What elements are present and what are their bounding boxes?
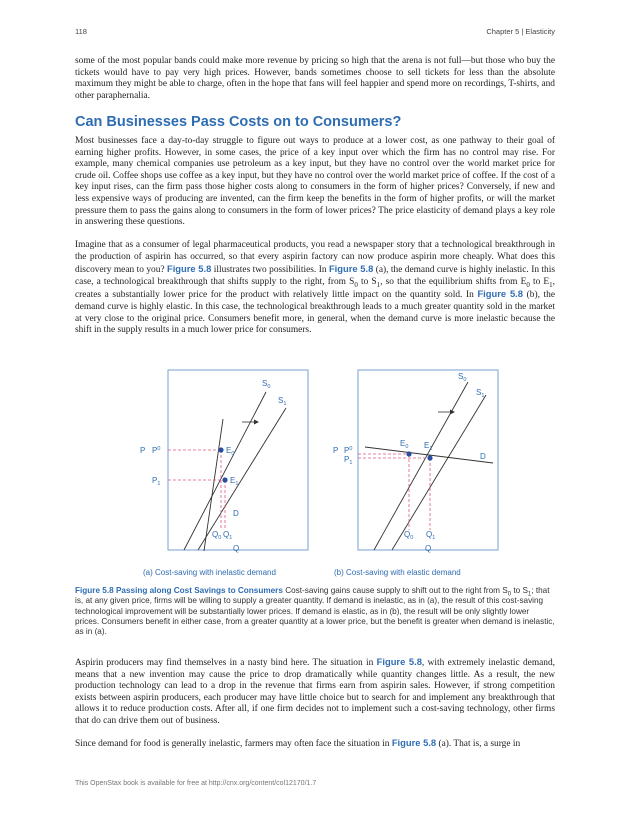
- figure-caption-label: Figure 5.8 Passing along Cost Savings to Consumers: [75, 586, 283, 595]
- supply-curve-s1: [198, 408, 286, 550]
- demand-label: D: [480, 452, 486, 461]
- paragraph-costs: Most businesses face a day-to-day struggle to figure out ways to produce at a lower cost, as one pathway to their goal of earning higher profits. However, in some cases, the price of a key input over which the firm has no control may rise. For example, many chemical companies use petroleum as a key input, but they have no control over the world market price for crude oil. Coffee shops use coffee as a key input, but they have no control over the world market price of coffee. If the cost of a key input rises, can the firm pass those higher costs along to consumers in the form of higher prices? Conversely, if new and less expensive ways of producing are invented, can the firm keep the benefits in the form of higher profits, or will the market pressure them to pass the gains along to consumers in the form of lower prices? The price elasticity of demand plays a key role in answering these questions.: [75, 136, 555, 228]
- supply-curve-s0: [374, 382, 468, 550]
- s1-label: $S_1$: [476, 388, 485, 399]
- figure-5-8: [0, 355, 630, 585]
- s0-label: $S_0$: [262, 379, 271, 390]
- x-axis-label: Q: [425, 544, 432, 553]
- y-axis-label: P: [333, 446, 339, 455]
- section-heading: Can Businesses Pass Costs on to Consumers?: [75, 114, 402, 130]
- subcaption-b: (b) Cost-saving with elastic demand: [334, 568, 461, 577]
- supply-curve-s1: [392, 395, 486, 550]
- panel-b: [333, 370, 498, 577]
- q1-label: $Q_1$: [223, 530, 233, 541]
- panel-b-frame: [358, 370, 498, 550]
- q1-label: $Q_1$: [426, 530, 436, 541]
- figure-link[interactable]: Figure 5.8: [328, 263, 374, 275]
- page-number: 118: [75, 27, 87, 36]
- e0-label: $E_0$: [400, 439, 409, 450]
- figure-caption: Figure 5.8 Passing along Cost Savings to Consumers Cost-saving gains cause supply to shift out to the right from $S_0$ to $S_1$; that is, at any given price, firms will be willing to supply a greater quantity. If demand is inelastic, as in (a), the result of this cost-saving technological improvement will be substantially lower prices. If demand is elastic, as in (b), the result will be only slightly lower prices. Consumers benefit in either case, from a greater quantity at a lower price, but the benefit is greater when demand is inelastic, as in (a).: [75, 586, 555, 637]
- paragraph-farmers: Since demand for food is generally inelastic, farmers may often face the situation in Figure 5.8 (a). That is, a surge in: [75, 737, 521, 749]
- chapter-title: Chapter 5 | Elasticity: [486, 27, 555, 36]
- subcaption-a: (a) Cost-saving with inelastic demand: [143, 568, 276, 577]
- paragraph-intro: some of the most popular bands could make more revenue by pricing so high that the arena is not full—but those who buy the tickets would have to pay very high prices. However, bands sometimes choose to sell tickets for less than the absolute maximum they might be able to charge, often in the hope that fans will feel happier and spend more on recordings, T-shirts, and other paraphernalia.: [75, 56, 555, 101]
- x-axis-label: Q: [233, 544, 240, 553]
- paragraph-aspirin: Imagine that as a consumer of legal pharmaceutical products, you read a newspaper story that a technological breakthrough in the production of aspirin has occurred, so that every aspirin factory can now produce aspirin more cheaply. What does this discovery mean to you? Figure 5.8 illustrates two possibilities. In Figure 5.8 (a), the demand curve is highly inelastic. In this case, a technological breakthrough that shifts supply to the right, from $S_0$ to $S_1$, so that the equilibrium shifts from $E_0$ to $E_1$, creates a substantially lower price for the product with relatively little impact on the quantity sold. In Figure 5.8 (b), the demand curve is highly elastic. In this case, the technological breakthrough leads to a much greater quantity sold in the market at very close to the original price. Consumers benefit more, in general, when the demand curve is more inelastic because the shift in the supply results in a much lower price for consumers.: [75, 240, 555, 336]
- e1-label: $E_1$: [230, 476, 239, 487]
- p1-label: $P_1$: [344, 455, 353, 466]
- e0-label: $E_0$: [226, 446, 235, 457]
- p0-label: $P^0$: [152, 446, 161, 455]
- equilibrium-point-e1: [427, 455, 432, 460]
- panel-a-frame: [168, 370, 308, 550]
- p0-label: $P^0$: [344, 446, 353, 455]
- figure-link[interactable]: Figure 5.8: [166, 263, 212, 275]
- figure-link[interactable]: Figure 5.8: [376, 656, 422, 667]
- demand-label: D: [233, 509, 239, 518]
- equilibrium-point-e1: [222, 477, 227, 482]
- s0-label: $S_0$: [458, 372, 467, 383]
- q0-label: $Q_0$: [212, 530, 222, 541]
- arrow-head-icon: [254, 420, 259, 425]
- footer-note: This OpenStax book is available for free at http://cnx.org/content/col12170/1.7: [75, 780, 317, 787]
- panel-a: [140, 370, 308, 577]
- q0-label: $Q_0$: [404, 530, 414, 541]
- e1-label: $E_1$: [424, 441, 433, 452]
- figure-link[interactable]: Figure 5.8: [477, 288, 524, 300]
- y-axis-label: P: [140, 446, 146, 455]
- equilibrium-point-e0: [218, 447, 223, 452]
- figure-link[interactable]: Figure 5.8: [391, 737, 437, 748]
- p1-label: $P_1$: [152, 476, 161, 487]
- paragraph-producers: Aspirin producers may find themselves in a nasty bind here. The situation in Figure 5.8, with extremely inelastic demand, means that a new invention may cause the price to drop dramatically while quantity changes little. As a result, the new production technology can lead to a drop in the revenue that firms earn from aspirin sales. However, if strong competition exists between aspirin producers, each producer may have little choice but to search for and implement any breakthrough that allows it to reduce production costs. After all, if one firm decides not to implement such a cost-saving technology, other firms that do can drive them out of business.: [75, 656, 555, 726]
- equilibrium-point-e0: [406, 451, 411, 456]
- s1-label: $S_1$: [278, 396, 287, 407]
